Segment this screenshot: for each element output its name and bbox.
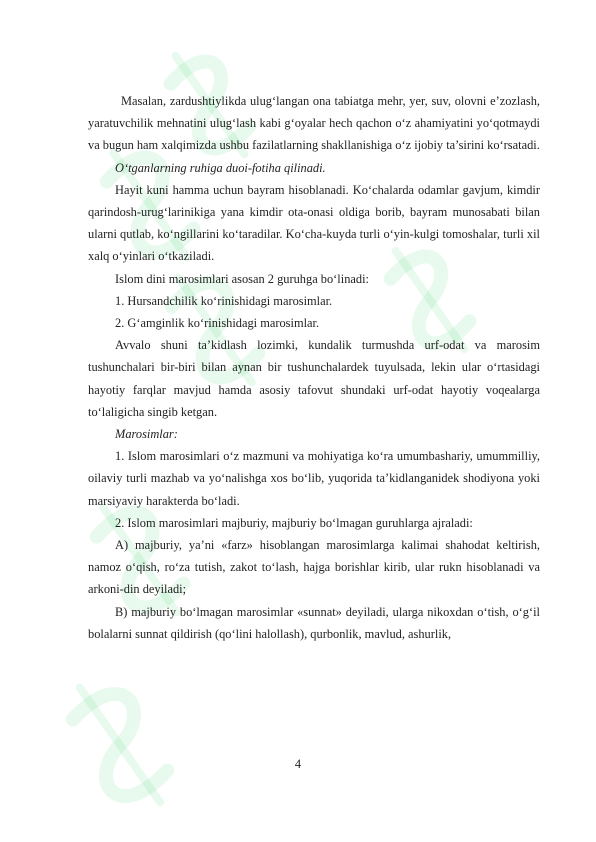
paragraph-marosim-groups: Islom dini marosimlari asosan 2 guruhga bo‘linadi: xyxy=(115,271,369,286)
document-body xyxy=(88,90,540,645)
paragraph-hayit: Hayit kuni hamma uchun bayram hisoblanadi. Ko‘chalarda odamlar gavjum, kimdir qarindosh-urug‘larinikiga yana kimdir ota-onasi oldiga borib, bayram munosabati bilan ularni qutlab, ko‘ngillarini ko‘taradilar. Ko‘cha-kuyda turli o‘yin-kulgi tomoshalar, turli xil xalq o‘yinlari o‘tkaziladi. xyxy=(88,182,540,264)
list-item-islom-marosimlari-2: 2. Islom marosimlari majburiy, majburiy bo‘lmagan guruhlarga ajraladi: xyxy=(115,515,473,530)
paragraph-zardushtiylik: Masalan, zardushtiylikda ulug‘langan ona tabiatga mehr, yer, suv, olovni e’zozlash, yaratuvchilik mehnatini ulug‘lash kabi g‘oyalar hech qachon o‘z ahamiyatini yo‘qotmaydi va bugun ham xalqimizda ushbu fazilatlarning shakllanishiga o‘z ijobiy ta’sirini ko‘rsatadi. xyxy=(88,94,540,153)
page-number: 4 xyxy=(294,757,302,771)
list-item-majburiy-bolmagan: B) majburiy bo‘lmagan marosimlar «sunnat» deyiladi, ularga nikoxdan o‘tish, o‘g‘il bolalarni sunnat qildirish (qo‘lini halollash), qurbonlik, mavlud, ashurlik, xyxy=(88,604,540,641)
subheading-marosimlar: Marosimlar: xyxy=(115,427,178,442)
list-item-islom-marosimlari-1: 1. Islom marosimlari o‘z mazmuni va mohiyatiga ko‘ra umumbashariy, umummilliy, oilaviy turli mazhab va yo‘nalishga xos bo‘lib, yuqorida ta’kidlanganidek shodiyona yoki marsiyaviy harakterda bo‘ladi. xyxy=(88,449,540,508)
list-item-majburiy: A) majburiy, ya’ni «farz» hisoblangan marosimlarga kalimai shahodat keltirish, namoz o‘qish, ro‘za tutish, zakot to‘lash, hajga borishlar kirib, ular rukn hisoblanadi va arkoni-din deyiladi; xyxy=(88,538,540,597)
list-item-hursandchilik: 1. Hursandchilik ko‘rinishidagi marosimlar. xyxy=(115,293,333,308)
paragraph-urf-odat: Avvalo shuni ta’kidlash lozimki, kundalik turmushda urf-odat va marosim tushunchalari bir-biri bilan aynan bir tushunchalardek tuyulsada, lekin ular o‘rtasidagi hayotiy farqlar mavjud hamda asosiy tafovut shundaki urf-odat hayotiy voqealarga to‘laligicha singib ketgan. xyxy=(88,338,540,419)
watermark-mark-bottom xyxy=(52,668,187,821)
paragraph-duoi-fotiha: O‘tganlarning ruhiga duoi-fotiha qilinadi. xyxy=(115,160,326,175)
list-item-gamginlik: 2. G‘amginlik ko‘rinishidagi marosimlar. xyxy=(115,316,320,331)
